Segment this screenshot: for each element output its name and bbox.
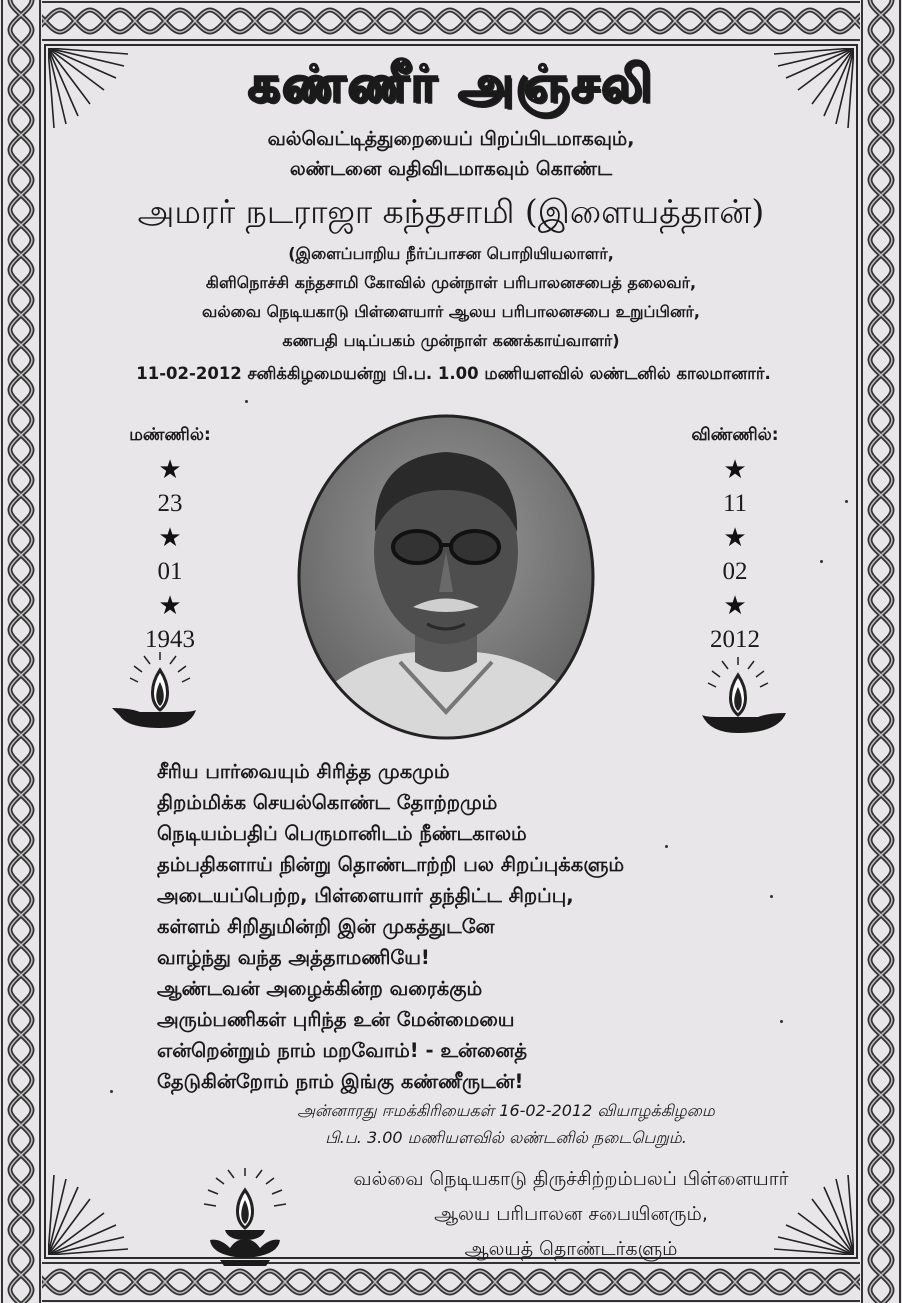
poem-line: தம்பதிகளாய் நின்று தொண்டாற்றி பல சிறப்புக்களும்: [157, 853, 625, 876]
signature-line: ஆலயத் தொண்டர்களும்: [464, 1238, 678, 1260]
print-speck: [780, 1020, 783, 1023]
oil-lamp-icon: [190, 1168, 300, 1268]
death-date-column: [675, 425, 795, 659]
tribute-poem: [157, 756, 624, 1097]
star-icon: ★: [158, 523, 182, 553]
oil-lamp-icon: [110, 650, 200, 730]
death-notice: 11-02-2012 சனிக்கிழமையன்று பி.ப. 1.00 மணியளவில் லண்டனில் காலமானார்.: [136, 364, 771, 383]
role-line: கணபதி படிப்பகம் முன்நாள் கணக்காய்வாளர்): [282, 331, 620, 350]
poem-line: தேடுகின்றோம் நாம் இங்கு கண்ணீருடன்!: [157, 1070, 524, 1093]
star-icon: ★: [723, 455, 747, 485]
signature-line: ஆலய பரிபாலன சபையினரும்,: [434, 1203, 708, 1225]
poem-line: திறம்மிக்க செயல்கொண்ட தோற்றமும்: [157, 791, 498, 814]
role-line: கிளிநொச்சி கந்தசாமி கோவில் முன்நாள் பரிபாலனசபைத் தலைவர்,: [205, 273, 697, 292]
role-line: (இளைப்பாறிய நீர்ப்பாசன பொறியியலாளர்,: [288, 244, 614, 263]
birth-label: மண்ணில்:: [129, 425, 211, 445]
birth-date-column: [110, 425, 230, 659]
print-speck: [845, 500, 848, 503]
funeral-date-line: அன்னாரது ஈமக்கிரியைகள் 16-02-2012 வியாழக்கிழமை: [297, 1101, 715, 1120]
poem-line: ஆண்டவன் அழைக்கின்ற வரைக்கும்: [157, 977, 483, 1000]
birthplace-line: வல்வெட்டித்துறையைப் பிறப்பிடமாகவும்,: [267, 128, 635, 150]
deceased-name: அமரர் நடராஜா கந்தசாமி (இளையத்தான்): [137, 192, 765, 231]
print-speck: [665, 845, 668, 848]
notice-title: கண்ணீர் அஞ்சலி: [247, 55, 655, 113]
star-icon: ★: [723, 591, 747, 621]
poem-line: வாழ்ந்து வந்த அத்தாமணியே!: [157, 946, 430, 969]
death-month: 02: [722, 558, 748, 585]
star-icon: ★: [723, 523, 747, 553]
border-left: [0, 0, 42, 1303]
print-speck: [245, 400, 248, 403]
death-label: விண்ணில்:: [691, 425, 779, 445]
border-right: [860, 0, 902, 1303]
corner-ornament-icon: [48, 1175, 128, 1255]
birth-month: 01: [157, 558, 183, 585]
poem-line: கள்ளம் சிறிதுமின்றி இன் முகத்துடனே: [157, 915, 495, 938]
border-top: [0, 0, 902, 42]
portrait-photo: [295, 412, 597, 742]
star-icon: ★: [158, 455, 182, 485]
funeral-time-line: பி.ப. 3.00 மணியளவில் லண்டனில் நடைபெறும்.: [325, 1128, 687, 1147]
print-speck: [110, 1090, 113, 1093]
poem-line: என்றென்றும் நாம் மறவோம்! - உன்னைத்: [157, 1039, 528, 1062]
print-speck: [820, 560, 823, 563]
death-year: 2012: [710, 626, 760, 653]
oil-lamp-icon: [698, 655, 788, 735]
signature-line: வல்வை நெடியகாடு திருச்சிற்றம்பலப் பிள்ளையார்: [353, 1168, 789, 1190]
role-line: வல்வை நெடியகாடு பிள்ளையார் ஆலய பரிபாலனசபை உறுப்பினர்,: [202, 302, 700, 321]
death-day: 11: [722, 490, 748, 517]
star-icon: ★: [158, 591, 182, 621]
birth-day: 23: [157, 490, 183, 517]
poem-line: அடையப்பெற்ற, பிள்ளையார் தந்திட்ட சிறப்பு,: [157, 884, 574, 907]
border-bottom: [0, 1261, 902, 1303]
poem-line: அரும்பணிகள் புரிந்த உன் மேன்மையை: [157, 1008, 515, 1031]
poem-line: நெடியம்பதிப் பெருமானிடம் நீண்டகாலம்: [157, 822, 527, 845]
residence-line: லண்டனை வதிவிடமாகவும் கொண்ட: [289, 158, 613, 180]
birth-year: 1943: [145, 626, 195, 653]
print-speck: [770, 895, 773, 898]
poem-line: சீரிய பார்வையும் சிரித்த முகமும்: [157, 760, 450, 783]
